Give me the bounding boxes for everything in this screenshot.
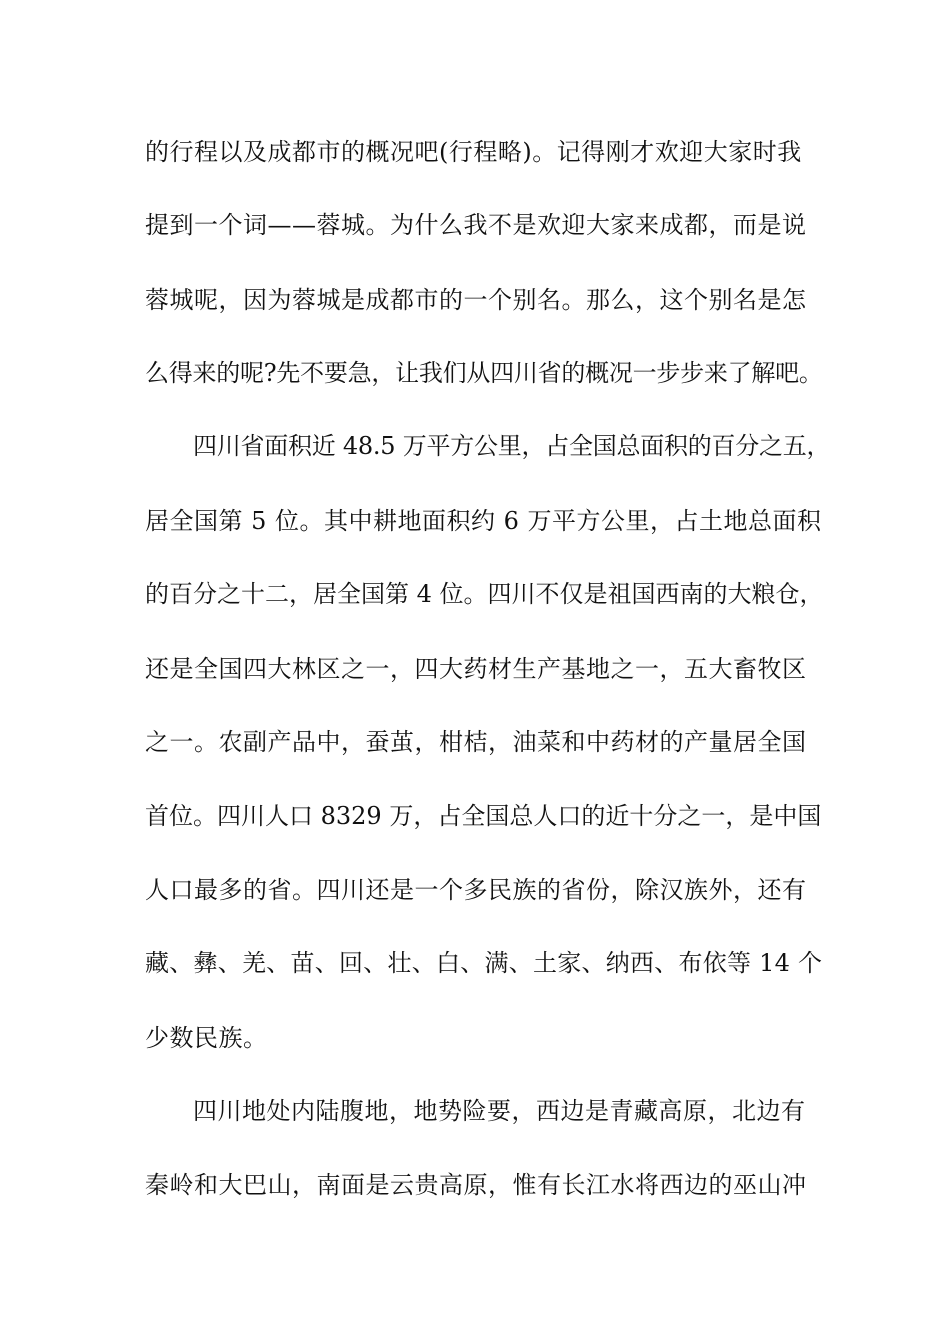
paragraph-first-line: 四川地处内陆腹地，地势险要，西边是青藏高原，北边有: [193, 1097, 806, 1125]
text-line: 提到一个词——蓉城。为什么我不是欢迎大家来成都，而是说: [145, 211, 807, 239]
text-line: 的百分之十二，居全国第 4 位。四川不仅是祖国西南的大粮仓，: [145, 580, 824, 608]
text-line: 少数民族。: [145, 1024, 268, 1052]
text-line: 之一。农副产品中，蚕茧，柑桔，油菜和中药材的产量居全国: [145, 728, 807, 756]
text-line: 藏、彝、羌、苗、回、壮、白、满、土家、纳西、布依等 14 个: [145, 949, 823, 977]
text-line: 还是全国四大林区之一，四大药材生产基地之一，五大畜牧区: [145, 655, 807, 683]
text-line: 么得来的呢?先不要急，让我们从四川省的概况一步步来了解吧。: [145, 359, 823, 387]
text-line: 蓉城呢，因为蓉城是成都市的一个别名。那么，这个别名是怎: [145, 286, 807, 314]
text-line: 首位。四川人口 8329 万，占全国总人口的近十分之一，是中国: [145, 802, 822, 830]
text-line: 的行程以及成都市的概况吧(行程略)。记得刚才欢迎大家时我: [145, 138, 802, 166]
text-line: 人口最多的省。四川还是一个多民族的省份，除汉族外，还有: [145, 876, 807, 904]
paragraph-first-line: 四川省面积近 48.5 万平方公里，占全国总面积的百分之五，: [193, 432, 831, 460]
text-line: 居全国第 5 位。其中耕地面积约 6 万平方公里，占土地总面积: [145, 507, 822, 535]
text-line: 秦岭和大巴山，南面是云贵高原，惟有长江水将西边的巫山冲: [145, 1171, 807, 1199]
